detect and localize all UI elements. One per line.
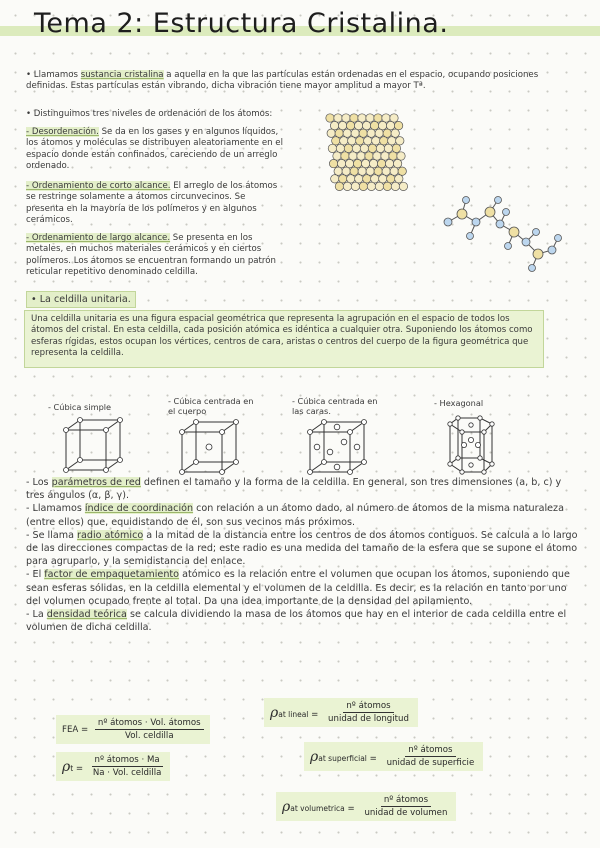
polymer-chain-icon bbox=[440, 192, 564, 282]
para-packing-factor: - El factor de empaquetamiento atómico es la relación entre el volumen que ocupan los átomos, suponiendo que sean esferas sólidas, en la celdilla elemental y el volumen de la celdilla. Es decir, es la relación en tanto por uno del volumen ocupado frente al total. Da una idea importante de la densidad del apilamiento. bbox=[26, 569, 570, 607]
lattice-atom bbox=[357, 152, 365, 160]
lattice-atom bbox=[362, 121, 370, 129]
para-coordination: - Llamamos índice de coordinación con relación a un átomo dado, al número de átomos de la misma naturaleza (entre ellos) que, equidistando de él, son sus vecinos más próximos. bbox=[26, 503, 564, 528]
lattice-atom bbox=[376, 144, 384, 152]
lattice-atom bbox=[343, 129, 351, 137]
lattice-atom bbox=[350, 114, 358, 122]
lattice-atom bbox=[333, 152, 341, 160]
lattice-atom bbox=[334, 167, 342, 175]
formula-surface-density: ρat superficial = $\frac{\text{nº átomos}}{\text{unidad de superficie}}$ bbox=[304, 742, 483, 771]
lattice-atom bbox=[337, 159, 345, 167]
formula-fea bbox=[56, 715, 210, 744]
lattice-atom bbox=[365, 152, 373, 160]
level-disorder bbox=[26, 127, 284, 173]
lattice-atom bbox=[379, 175, 387, 183]
lattice-atom bbox=[384, 144, 392, 152]
lattice-atom bbox=[343, 182, 351, 190]
level-term: - Ordenamiento de corto alcance. bbox=[26, 181, 171, 191]
lattice-atom bbox=[351, 182, 359, 190]
cell-label-bcc: - Cúbica centrada en el cuerpo bbox=[168, 396, 254, 416]
level-text: El arreglo de los átomos se restringe solamente a átomos circunvecinos. Se presenta en la mayoría de los polímeros y en algunos cerámicos. bbox=[26, 181, 278, 226]
lattice-atom bbox=[354, 121, 362, 129]
lattice-atom bbox=[395, 175, 403, 183]
lattice-atom bbox=[383, 129, 391, 137]
intro-term: sustancia cristalina bbox=[80, 70, 164, 80]
cell-label-cubic-simple: - Cúbica simple bbox=[48, 402, 112, 412]
para-atomic-radius: - Se llama radio atómico a la mitad de la distancia entre los centros de dos átomos contiguos. Se calcula a lo largo de las direcciones compactas de la red; este radio es una medida del tamaño de la esfera que se supone el átomo para agruparlo, y la semidistancia del enlace. bbox=[26, 529, 578, 568]
levels-title: • Distinguimos tres niveles de ordenación de los átomos: bbox=[26, 109, 273, 119]
lattice-atom bbox=[330, 121, 338, 129]
cubic-simple-icon bbox=[62, 416, 132, 476]
lattice-atom bbox=[366, 114, 374, 122]
lattice-atom bbox=[393, 159, 401, 167]
lattice-atom bbox=[374, 114, 382, 122]
lattice-atom bbox=[389, 152, 397, 160]
lattice-atom bbox=[383, 182, 391, 190]
lattice-atom bbox=[399, 182, 407, 190]
lattice-atom bbox=[378, 121, 386, 129]
level-text: Se presenta en los metales, en muchos materiales cerámicos y en ciertos polímeros. Los átomos se encuentran formando un patrón reticular repetitivo denominado celdilla. bbox=[26, 233, 276, 278]
lattice-atom bbox=[341, 152, 349, 160]
lattice-atom bbox=[329, 159, 337, 167]
lattice-atom bbox=[366, 167, 374, 175]
intro-pre: • Llamamos bbox=[26, 70, 81, 80]
lattice-atom bbox=[369, 159, 377, 167]
lattice-atom bbox=[377, 159, 385, 167]
lattice-atom bbox=[370, 121, 378, 129]
lattice-atom bbox=[375, 129, 383, 137]
lattice-atom bbox=[375, 182, 383, 190]
crystal-lattice-icon bbox=[324, 112, 408, 202]
lattice-atom bbox=[359, 129, 367, 137]
rho-t-denominator: Na · Vol. celdilla bbox=[92, 768, 162, 778]
lattice-atom bbox=[382, 167, 390, 175]
lattice-atom bbox=[355, 175, 363, 183]
lattice-atom bbox=[342, 167, 350, 175]
lattice-atom bbox=[360, 144, 368, 152]
unit-cell-heading: • La celdilla unitaria. bbox=[26, 291, 136, 308]
hexagonal-icon bbox=[444, 412, 508, 478]
formula-density-theoretical: ρt = $\frac{\text{nº átomos · Ma}}{\text{Na · Vol. celdilla}}$ bbox=[56, 752, 170, 781]
lattice-atom bbox=[336, 144, 344, 152]
lattice-atom bbox=[358, 167, 366, 175]
lattice-atom bbox=[348, 137, 356, 145]
lattice-atom bbox=[397, 152, 405, 160]
lattice-atom bbox=[391, 129, 399, 137]
lattice-atom bbox=[367, 182, 375, 190]
lattice-atom bbox=[351, 129, 359, 137]
lattice-atom bbox=[349, 152, 357, 160]
lattice-atom bbox=[373, 152, 381, 160]
lattice-atom bbox=[392, 144, 400, 152]
lattice-atom bbox=[339, 175, 347, 183]
lattice-atom bbox=[364, 137, 372, 145]
lattice-atom bbox=[347, 175, 355, 183]
intro-post: a aquella en la que las partículas están ordenadas en el espacio, ocupando posiciones definidas. Estas partículas están vibrando, dicha vibración tiene mayor amplitud a mayor Tª. bbox=[26, 70, 539, 92]
lattice-atom bbox=[350, 167, 358, 175]
lattice-atom bbox=[382, 114, 390, 122]
lattice-atom bbox=[328, 144, 336, 152]
lattice-atom bbox=[374, 167, 382, 175]
lattice-atom bbox=[368, 144, 376, 152]
lattice-atom bbox=[334, 114, 342, 122]
lattice-atom bbox=[353, 159, 361, 167]
lattice-atom bbox=[358, 114, 366, 122]
page-title: Tema 2: Estructura Cristalina. bbox=[34, 8, 449, 39]
lattice-atom bbox=[371, 175, 379, 183]
lattice-atom bbox=[361, 159, 369, 167]
lattice-atom bbox=[346, 121, 354, 129]
formula-linear-density: ρat lineal = $\frac{\text{nº átomos}}{\text{unidad de longitud}}$ bbox=[264, 698, 418, 727]
level-text: Se da en los gases y en algunos líquidos, los átomos y moléculas se distribuyen aleatoriamente en el espacio donde están confinados, careciendo de un arreglo ordenado. bbox=[26, 127, 283, 172]
lattice-atom bbox=[386, 121, 394, 129]
lattice-atom bbox=[356, 137, 364, 145]
lattice-atom bbox=[387, 175, 395, 183]
lattice-atom bbox=[380, 137, 388, 145]
lattice-atom bbox=[388, 137, 396, 145]
cell-label-hexagonal: - Hexagonal bbox=[434, 398, 484, 408]
cubic-face-centered-icon bbox=[306, 418, 376, 478]
level-term: - Ordenamiento de largo alcance. bbox=[26, 233, 171, 243]
lattice-atom bbox=[326, 114, 334, 122]
lattice-atom bbox=[331, 175, 339, 183]
lattice-atom bbox=[335, 182, 343, 190]
unit-cell-definition: Una celdilla unitaria es una figura espacial geométrica que representa la agrupación en el espacio de todos los átomos del cristal. En esta celdilla, cada posición atómica es idéntica a cualquier otra. Suponiendo los átomos como esferas rígidas, estos ocupan los vértices, centros de cara, aristas o centros del cuerpo de la figura geométrica que representa la celdilla. bbox=[24, 310, 544, 368]
lattice-atom bbox=[344, 144, 352, 152]
lattice-atom bbox=[367, 129, 375, 137]
level-short-range bbox=[26, 181, 284, 227]
lattice-atom bbox=[391, 182, 399, 190]
lattice-atom bbox=[342, 114, 350, 122]
lattice-atom bbox=[332, 137, 340, 145]
fea-denominator: Vol. celdilla bbox=[124, 731, 174, 741]
para-lattice-params: - Los parámetros de red definen el tamaño y la forma de la celdilla. En general, son tres dimensiones (a, b, c) y tres ángulos (α, β, γ). bbox=[26, 477, 562, 502]
level-term: - Desordenación. bbox=[26, 127, 99, 137]
lattice-atom bbox=[372, 137, 380, 145]
formula-volumetric-density: ρat volumetrica = $\frac{\text{nº átomos}}{\text{unidad de volumen}}$ bbox=[276, 792, 456, 821]
lattice-atom bbox=[338, 121, 346, 129]
lattice-atom bbox=[390, 114, 398, 122]
fea-numerator: nº átomos · Vol. átomos bbox=[95, 718, 204, 730]
lattice-atom bbox=[396, 137, 404, 145]
lattice-atom bbox=[352, 144, 360, 152]
lattice-atom bbox=[327, 129, 335, 137]
lattice-atom bbox=[394, 121, 402, 129]
para-density: - La densidad teórica se calcula dividiendo la masa de los átomos que hay en el interior de cada celdilla entre el volumen de dicha celdilla. bbox=[26, 609, 567, 634]
rho-t-numerator: nº átomos · Ma bbox=[92, 755, 163, 767]
level-long-range bbox=[26, 233, 284, 279]
lattice-atom bbox=[359, 182, 367, 190]
lattice-atom bbox=[363, 175, 371, 183]
lattice-atom bbox=[385, 159, 393, 167]
definitions-block bbox=[26, 476, 581, 634]
lattice-atom bbox=[390, 167, 398, 175]
lattice-atom bbox=[340, 137, 348, 145]
cubic-body-centered-icon bbox=[178, 418, 248, 478]
lattice-atom bbox=[345, 159, 353, 167]
cell-label-fcc: - Cúbica centrada en las caras. bbox=[292, 396, 378, 416]
lattice-atom bbox=[381, 152, 389, 160]
fea-lhs: FEA = bbox=[62, 724, 89, 735]
intro-paragraph bbox=[26, 70, 578, 93]
lattice-atom bbox=[398, 167, 406, 175]
lattice-atom bbox=[335, 129, 343, 137]
